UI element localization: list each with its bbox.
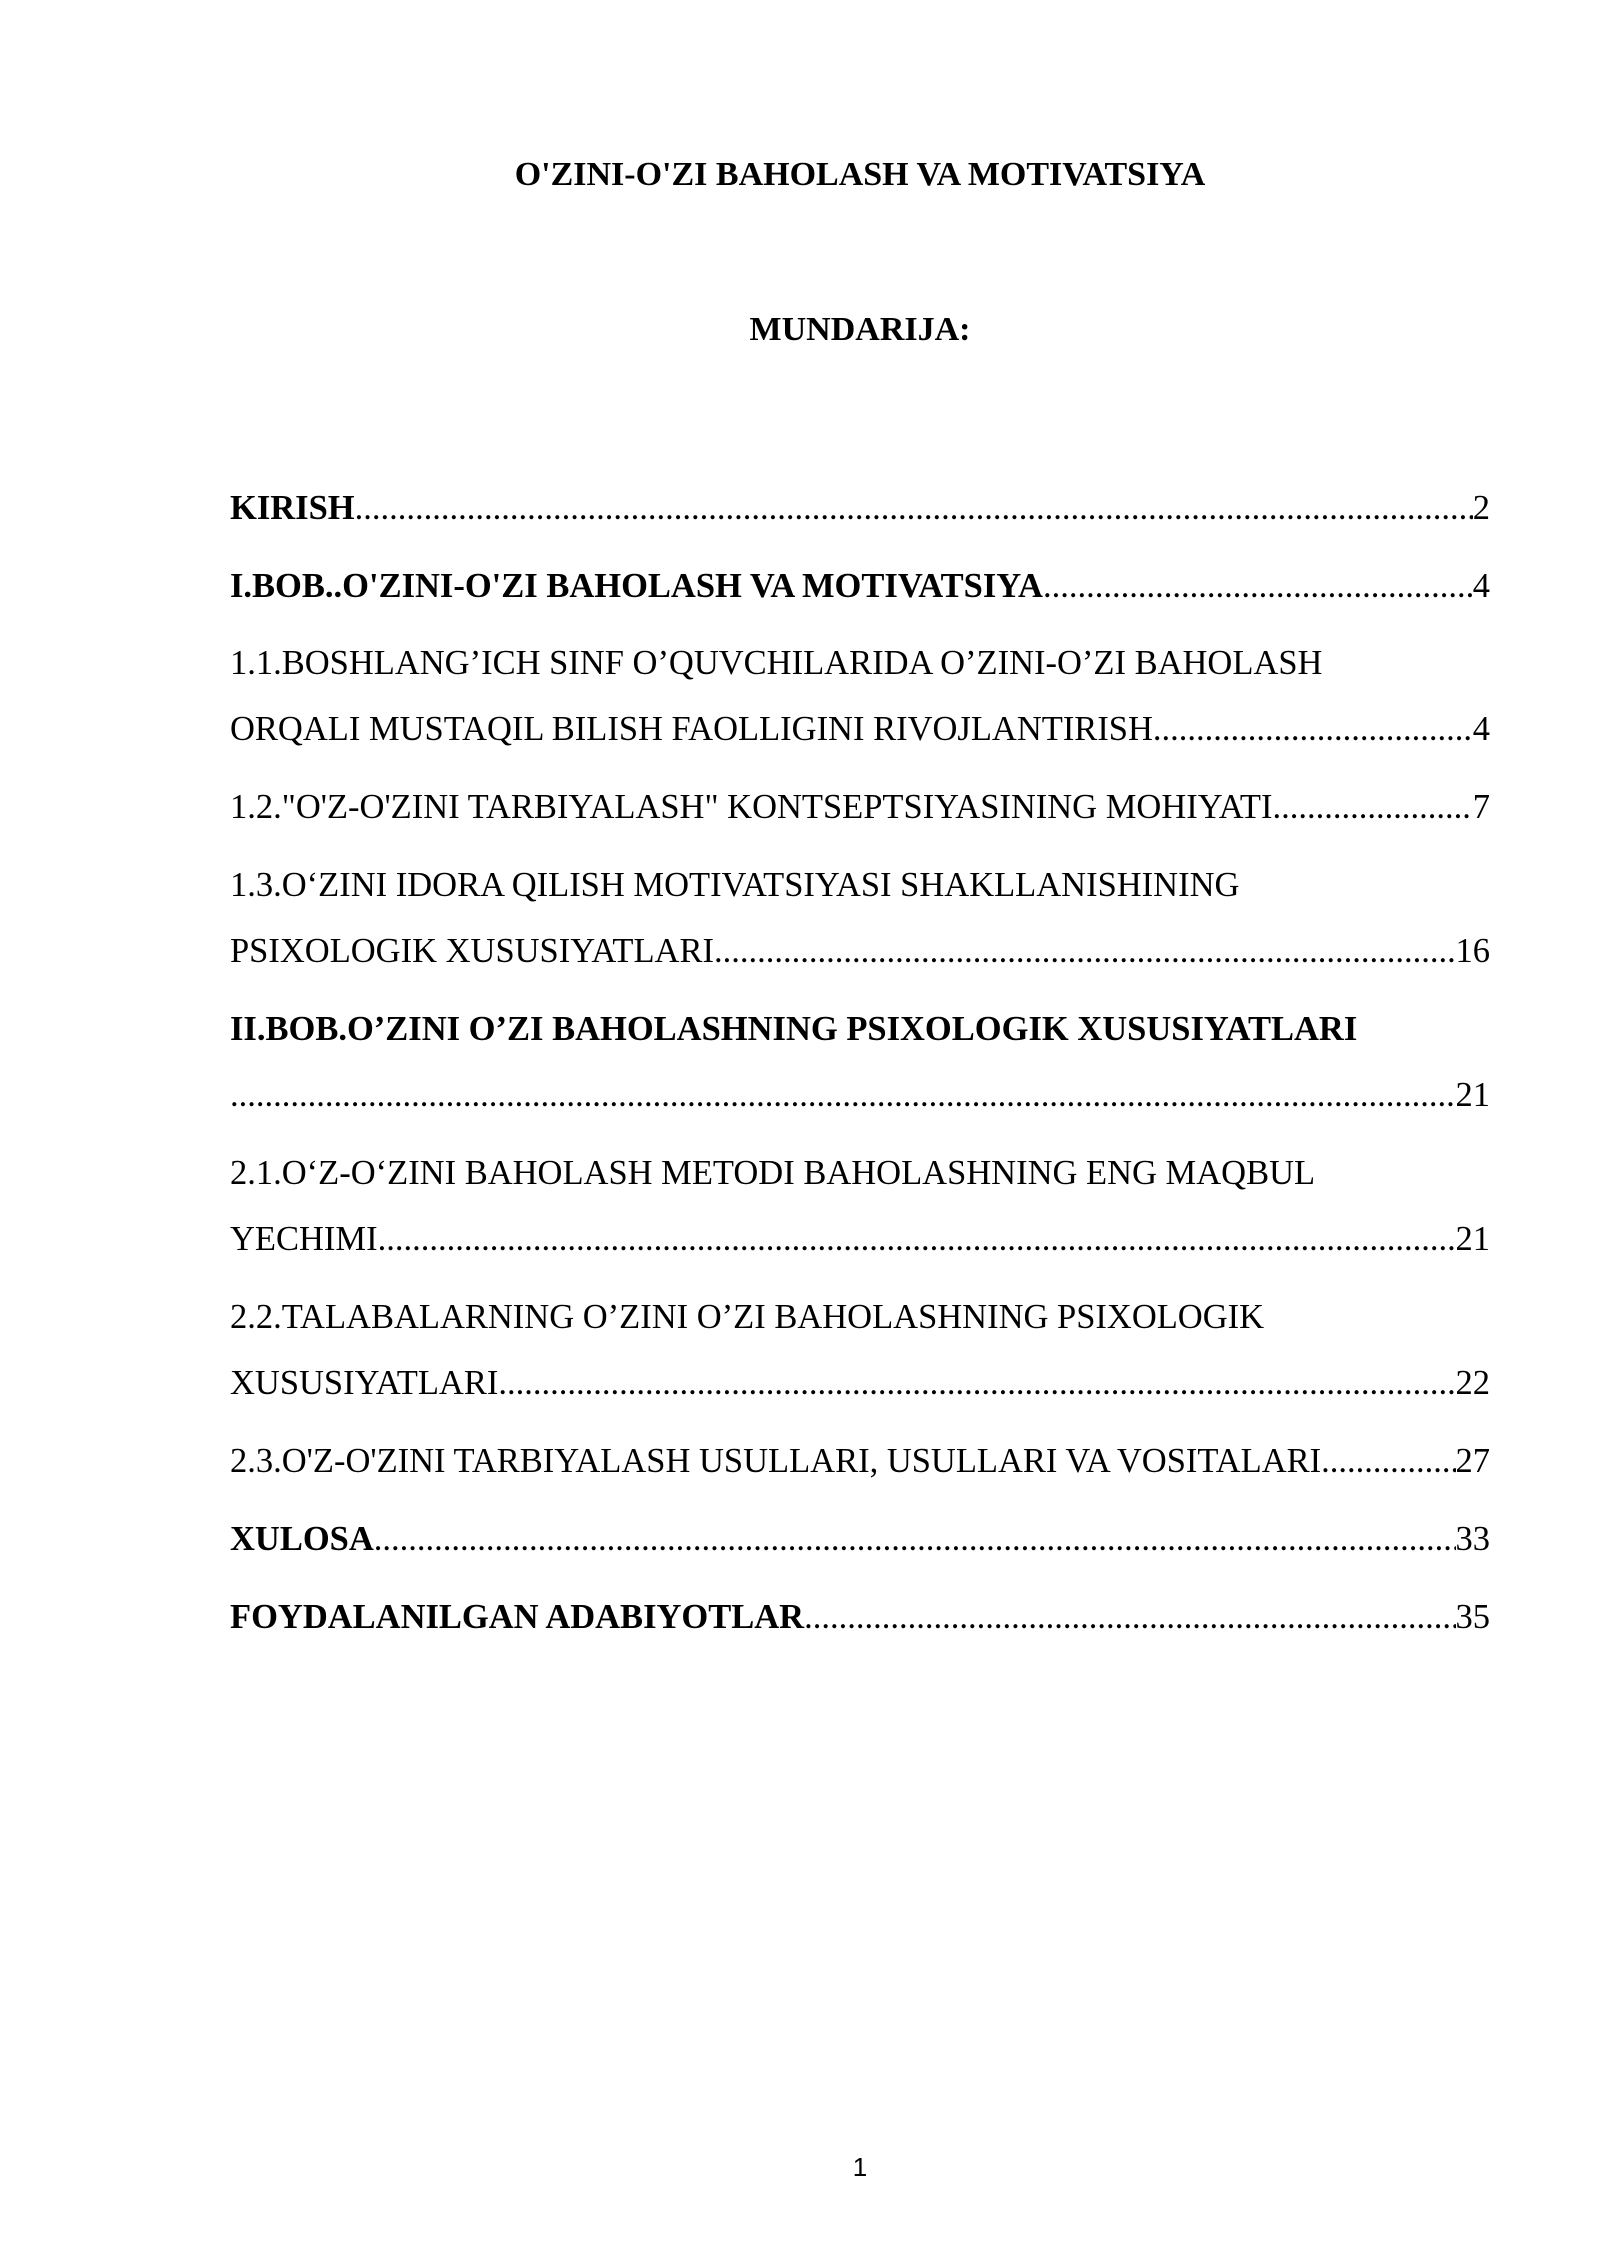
toc-leader-dots bbox=[1272, 784, 1472, 830]
toc-entry-title: 2.1.O‘Z-O‘ZINI BAHOLASH METODI BAHOLASHNING ENG MAQBUL bbox=[230, 1154, 1316, 1192]
toc-leader-dots bbox=[374, 1516, 1456, 1562]
toc-entry-1-1[interactable] bbox=[230, 706, 1490, 752]
toc-leader-dots bbox=[498, 1360, 1455, 1406]
toc-entry-title: PSIXOLOGIK XUSUSIYATLARI bbox=[230, 932, 714, 970]
toc-entry-title: YECHIMI bbox=[230, 1220, 378, 1258]
toc-leader-dots bbox=[355, 485, 1473, 531]
toc-entry-title: XUSUSIYATLARI bbox=[230, 1364, 499, 1402]
toc-entry-chapter-2[interactable] bbox=[230, 1072, 1490, 1118]
toc-entry-page: 4 bbox=[1472, 710, 1490, 748]
toc-entry-page: 35 bbox=[1455, 1598, 1490, 1636]
toc-entry-1-3-line1[interactable] bbox=[230, 862, 1490, 908]
document-title: O'ZINI-O'ZI BAHOLASH VA MOTIVATSIYA bbox=[514, 156, 1206, 193]
toc-entry-page: 2 bbox=[1472, 489, 1490, 527]
toc-leader-dots bbox=[804, 1594, 1455, 1640]
toc-entry-page: 4 bbox=[1472, 567, 1490, 605]
toc-entry-2-1[interactable] bbox=[230, 1216, 1490, 1262]
toc-leader-dots bbox=[378, 1216, 1456, 1262]
toc-entry-xulosa[interactable] bbox=[230, 1516, 1490, 1562]
toc-entry-2-2[interactable] bbox=[230, 1360, 1490, 1406]
toc-leader-dots bbox=[1153, 706, 1473, 752]
toc-entry-2-1-line1[interactable] bbox=[230, 1150, 1490, 1196]
toc-leader-dots bbox=[1321, 1438, 1455, 1484]
toc-entry-title: 2.3.O'Z-O'ZINI TARBIYALASH USULLARI, USULLARI VA VOSITALARI bbox=[230, 1442, 1322, 1480]
toc-entry-page: 22 bbox=[1455, 1364, 1490, 1402]
toc-entry-title: 1.3.O‘ZINI IDORA QILISH MOTIVATSIYASI SHAKLLANISHINING bbox=[230, 866, 1240, 904]
page-number: 1 bbox=[852, 2152, 868, 2182]
toc-entry-1-3[interactable] bbox=[230, 928, 1490, 974]
toc-entry-1-1-line1[interactable] bbox=[230, 640, 1490, 686]
toc-entry-title: ORQALI MUSTAQIL BILISH FAOLLIGINI RIVOJLANTIRISH bbox=[230, 710, 1153, 748]
toc-leader-dots bbox=[230, 1072, 1456, 1118]
toc-entry-2-3[interactable] bbox=[230, 1438, 1490, 1484]
toc-entry-chapter-1[interactable] bbox=[230, 563, 1490, 609]
toc-heading: MUNDARIJA: bbox=[749, 311, 971, 348]
toc-entry-chapter-2-line1[interactable] bbox=[230, 1006, 1490, 1052]
toc-entry-title: 2.2.TALABALARNING O’ZINI O’ZI BAHOLASHNING PSIXOLOGIK bbox=[230, 1298, 1265, 1336]
toc-entry-title: KIRISH bbox=[230, 489, 355, 527]
toc-entry-title: II.BOB.O’ZINI O’ZI BAHOLASHNING PSIXOLOGIK XUSUSIYATLARI bbox=[230, 1010, 1358, 1048]
toc-entry-page: 33 bbox=[1455, 1520, 1490, 1558]
toc-entry-kirish[interactable] bbox=[230, 485, 1490, 531]
toc-entry-references[interactable] bbox=[230, 1594, 1490, 1640]
toc-entry-title: XULOSA bbox=[230, 1520, 374, 1558]
toc-entry-title: 1.2."O'Z-O'ZINI TARBIYALASH" KONTSEPTSIYASINING MOHIYATI bbox=[230, 788, 1273, 826]
toc-entry-title: 1.1.BOSHLANG’ICH SINF O’QUVCHILARIDA O’ZINI-O’ZI BAHOLASH bbox=[230, 644, 1323, 682]
toc-entry-page: 21 bbox=[1455, 1076, 1490, 1114]
toc-entry-page: 7 bbox=[1472, 788, 1490, 826]
toc-entry-2-2-line1[interactable] bbox=[230, 1294, 1490, 1340]
toc-leader-dots bbox=[1043, 563, 1473, 609]
toc-entry-page: 21 bbox=[1455, 1220, 1490, 1258]
toc-entry-page: 27 bbox=[1455, 1442, 1490, 1480]
toc-entry-title: I.BOB..O'ZINI-O'ZI BAHOLASH VA MOTIVATSIYA bbox=[230, 567, 1043, 605]
toc-entry-1-2[interactable] bbox=[230, 784, 1490, 830]
toc-entry-title: FOYDALANILGAN ADABIYOTLAR bbox=[230, 1598, 805, 1636]
toc-entry-page: 16 bbox=[1455, 932, 1490, 970]
toc-leader-dots bbox=[714, 928, 1456, 974]
